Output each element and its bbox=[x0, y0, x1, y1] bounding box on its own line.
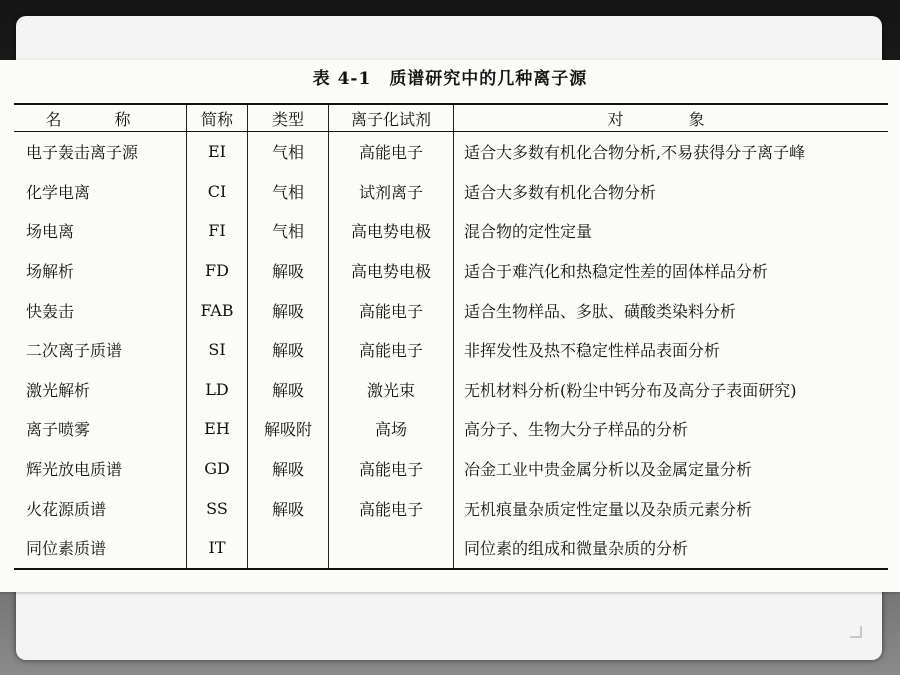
cell-object: 适合于难汽化和热稳定性差的固体样品分析 bbox=[464, 262, 769, 282]
ion-source-table bbox=[14, 103, 888, 570]
cell-object: 适合生物样品、多肽、磺酸类染料分析 bbox=[464, 301, 737, 321]
cell-type: 解吸 bbox=[248, 488, 329, 528]
cell-type: 气相 bbox=[248, 172, 329, 212]
cell-object: 同位素的组成和微量杂质的分析 bbox=[464, 539, 689, 559]
cell-type: 解吸 bbox=[248, 290, 329, 330]
cell-name: 电子轰击离子源 bbox=[14, 132, 187, 172]
cell-object: 高分子、生物大分子样品的分析 bbox=[464, 420, 689, 440]
cell-name: 辉光放电质谱 bbox=[14, 449, 187, 489]
cell-object: 无机痕量杂质定性定量以及杂质元素分析 bbox=[464, 499, 753, 519]
table-header-row bbox=[14, 104, 888, 132]
cell-reagent: 高电势电极 bbox=[329, 251, 454, 291]
cell-type: 解吸 bbox=[248, 449, 329, 489]
cell-reagent: 高能电子 bbox=[329, 330, 454, 370]
table-row bbox=[14, 488, 888, 528]
cell-abbreviation: LD bbox=[187, 370, 248, 410]
cell-reagent: 高场 bbox=[329, 409, 454, 449]
cell-abbreviation: FAB bbox=[187, 290, 248, 330]
cell-type bbox=[248, 528, 329, 569]
cell-name: 激光解析 bbox=[14, 370, 187, 410]
cell-abbreviation: CI bbox=[187, 172, 248, 212]
cell-abbreviation: EI bbox=[187, 132, 248, 172]
table-row bbox=[14, 409, 888, 449]
table-row bbox=[14, 172, 888, 212]
cell-type: 解吸 bbox=[248, 370, 329, 410]
table-row bbox=[14, 449, 888, 489]
table-row bbox=[14, 330, 888, 370]
header-object: 对 象 bbox=[454, 104, 889, 132]
cell-reagent: 激光束 bbox=[329, 370, 454, 410]
cell-name: 场电离 bbox=[14, 211, 187, 251]
cell-reagent: 试剂离子 bbox=[329, 172, 454, 212]
cell-type: 解吸 bbox=[248, 251, 329, 291]
cell-abbreviation: FD bbox=[187, 251, 248, 291]
cell-abbreviation: SI bbox=[187, 330, 248, 370]
cell-reagent: 高能电子 bbox=[329, 290, 454, 330]
cell-name: 同位素质谱 bbox=[14, 528, 187, 569]
cell-type: 解吸附 bbox=[248, 409, 329, 449]
header-abbreviation: 简称 bbox=[187, 104, 248, 132]
cell-object: 混合物的定性定量 bbox=[464, 222, 593, 242]
table-row bbox=[14, 370, 888, 410]
table-row bbox=[14, 132, 888, 172]
cell-name: 火花源质谱 bbox=[14, 488, 187, 528]
cell-object: 适合大多数有机化合物分析,不易获得分子离子峰 bbox=[464, 143, 806, 163]
cell-name: 快轰击 bbox=[14, 290, 187, 330]
table-row bbox=[14, 290, 888, 330]
cell-reagent: 高电势电极 bbox=[329, 211, 454, 251]
cell-abbreviation: FI bbox=[187, 211, 248, 251]
cell-reagent bbox=[329, 528, 454, 569]
table-row bbox=[14, 528, 888, 569]
cell-name: 离子喷雾 bbox=[14, 409, 187, 449]
cell-type: 气相 bbox=[248, 211, 329, 251]
header-name: 名 称 bbox=[14, 104, 187, 132]
cell-object: 非挥发性及热不稳定性样品表面分析 bbox=[464, 341, 721, 361]
header-type: 类型 bbox=[248, 104, 329, 132]
cell-reagent: 高能电子 bbox=[329, 488, 454, 528]
cell-name: 场解析 bbox=[14, 251, 187, 291]
cell-abbreviation: IT bbox=[187, 528, 248, 569]
header-ionization-reagent: 离子化试剂 bbox=[329, 104, 454, 132]
cell-abbreviation: GD bbox=[187, 449, 248, 489]
table-row bbox=[14, 251, 888, 291]
cell-abbreviation: EH bbox=[187, 409, 248, 449]
cell-reagent: 高能电子 bbox=[329, 132, 454, 172]
table-caption bbox=[0, 64, 900, 89]
cell-type: 解吸 bbox=[248, 330, 329, 370]
cell-reagent: 高能电子 bbox=[329, 449, 454, 489]
cell-name: 二次离子质谱 bbox=[14, 330, 187, 370]
cell-abbreviation: SS bbox=[187, 488, 248, 528]
table-row bbox=[14, 211, 888, 251]
resize-grip-icon[interactable] bbox=[850, 626, 862, 638]
cell-object: 无机材料分析(粉尘中钙分布及高分子表面研究) bbox=[464, 380, 797, 400]
cell-name: 化学电离 bbox=[14, 172, 187, 212]
table-title: 质谱研究中的几种离子源 bbox=[389, 69, 588, 89]
cell-type: 气相 bbox=[248, 132, 329, 172]
cell-object: 适合大多数有机化合物分析 bbox=[464, 182, 657, 202]
cell-object: 冶金工业中贵金属分析以及金属定量分析 bbox=[464, 460, 753, 480]
table-number: 表 4-1 bbox=[312, 69, 372, 89]
